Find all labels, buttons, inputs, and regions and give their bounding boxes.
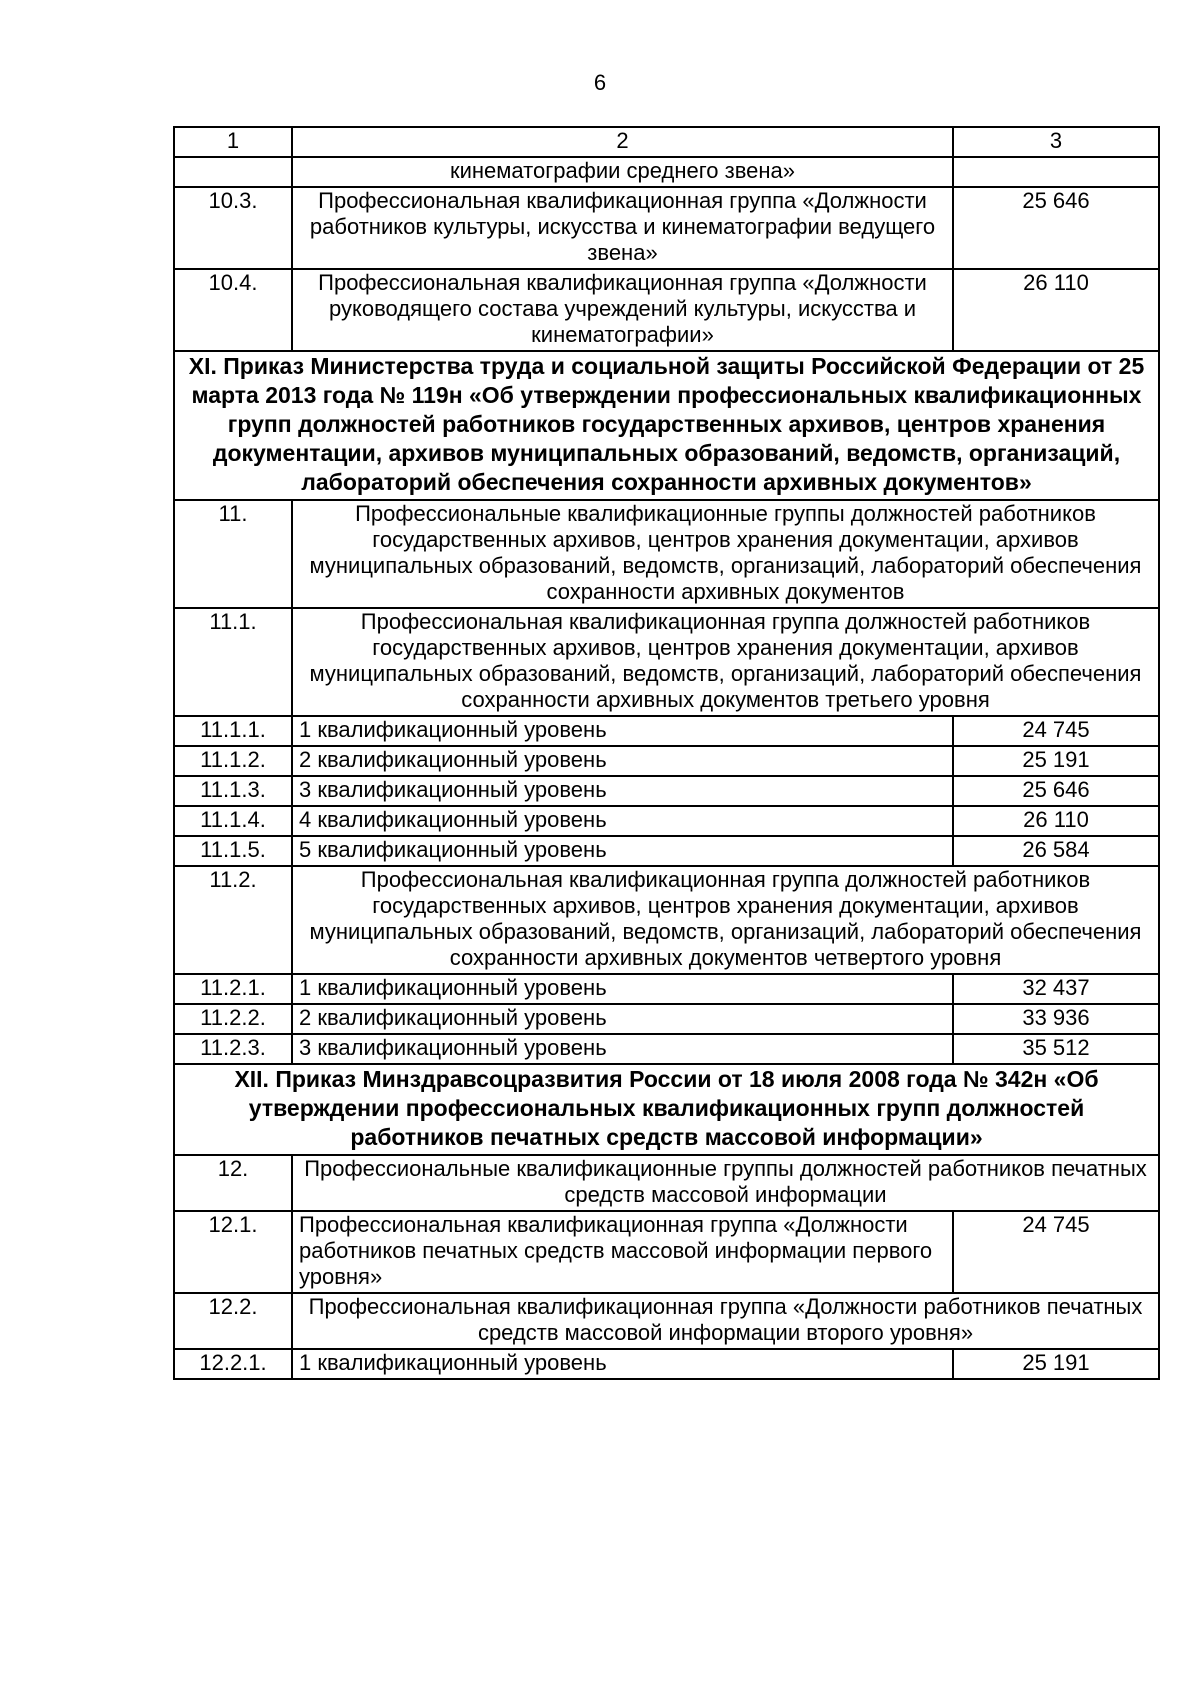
section-heading-row bbox=[174, 1064, 1159, 1155]
row-description: 2 квалификационный уровень bbox=[292, 1004, 953, 1034]
row-description: Профессиональные квалификационные группы должностей работников государственных архивов, центров хранения документации, архивов муниципальных образований, ведомств, организаций, лабораторий обеспечения сохранности архивных документов bbox=[292, 500, 1159, 608]
row-salary-value: 25 191 bbox=[953, 746, 1159, 776]
row-number: 11.1.4. bbox=[174, 806, 292, 836]
row-salary-value: 26 110 bbox=[953, 269, 1159, 351]
row-description: 1 квалификационный уровень bbox=[292, 974, 953, 1004]
row-number: 11.1.5. bbox=[174, 836, 292, 866]
table-row bbox=[174, 746, 1159, 776]
row-description: 2 квалификационный уровень bbox=[292, 746, 953, 776]
row-number: 12.1. bbox=[174, 1211, 292, 1293]
row-description: Профессиональная квалификационная группа «Должности работников печатных средств массовой информации первого уровня» bbox=[292, 1211, 953, 1293]
section-heading-row bbox=[174, 351, 1159, 500]
group-row bbox=[174, 500, 1159, 608]
column-header-2: 2 bbox=[292, 127, 953, 157]
row-salary-value: 26 110 bbox=[953, 806, 1159, 836]
row-description: 3 квалификационный уровень bbox=[292, 776, 953, 806]
header-row bbox=[174, 127, 1159, 157]
section-heading: XII. Приказ Минздравсоцразвития России от 18 июля 2008 года № 342н «Об утверждении профессиональных квалификационных групп должностей работников печатных средств массовой информации» bbox=[174, 1064, 1159, 1155]
salary-table bbox=[173, 126, 1160, 1380]
row-number: 12. bbox=[174, 1155, 292, 1211]
row-salary-value bbox=[953, 157, 1159, 187]
table-row bbox=[174, 836, 1159, 866]
row-salary-value: 24 745 bbox=[953, 1211, 1159, 1293]
row-description: кинематографии среднего звена» bbox=[292, 157, 953, 187]
row-description: 5 квалификационный уровень bbox=[292, 836, 953, 866]
table-row bbox=[174, 806, 1159, 836]
row-number: 11.1.3. bbox=[174, 776, 292, 806]
table-row bbox=[174, 157, 1159, 187]
table-body bbox=[174, 127, 1159, 1379]
row-description: Профессиональная квалификационная группа «Должности руководящего состава учреждений культуры, искусства и кинематографии» bbox=[292, 269, 953, 351]
row-salary-value: 32 437 bbox=[953, 974, 1159, 1004]
row-description: Профессиональные квалификационные группы должностей работников печатных средств массовой информации bbox=[292, 1155, 1159, 1211]
row-number: 12.2. bbox=[174, 1293, 292, 1349]
row-number: 11.2.1. bbox=[174, 974, 292, 1004]
row-description: Профессиональная квалификационная группа должностей работников государственных архивов, центров хранения документации, архивов муниципальных образований, ведомств, организаций, лабораторий обеспечения сохранности архивных документов третьего уровня bbox=[292, 608, 1159, 716]
row-description: 1 квалификационный уровень bbox=[292, 716, 953, 746]
row-number: 11.1. bbox=[174, 608, 292, 716]
column-header-1: 1 bbox=[174, 127, 292, 157]
row-description: 1 квалификационный уровень bbox=[292, 1349, 953, 1379]
row-number bbox=[174, 157, 292, 187]
group-row bbox=[174, 1293, 1159, 1349]
table-row bbox=[174, 187, 1159, 269]
row-salary-value: 33 936 bbox=[953, 1004, 1159, 1034]
row-number: 10.4. bbox=[174, 269, 292, 351]
table-row bbox=[174, 1004, 1159, 1034]
page-number: 6 bbox=[593, 70, 607, 95]
row-number: 11.1.1. bbox=[174, 716, 292, 746]
row-number: 11.1.2. bbox=[174, 746, 292, 776]
table-row bbox=[174, 974, 1159, 1004]
row-number: 11.2.2. bbox=[174, 1004, 292, 1034]
section-heading: XI. Приказ Министерства труда и социальной защиты Российской Федерации от 25 марта 2013 года № 119н «Об утверждении профессиональных квалификационных групп должностей работников государственных архивов, центров хранения документации, архивов муниципальных образований, ведомств, организаций, лабораторий обеспечения сохранности архивных документов» bbox=[174, 351, 1159, 500]
row-number: 11.2.3. bbox=[174, 1034, 292, 1064]
row-salary-value: 26 584 bbox=[953, 836, 1159, 866]
row-salary-value: 25 191 bbox=[953, 1349, 1159, 1379]
row-salary-value: 24 745 bbox=[953, 716, 1159, 746]
table-row bbox=[174, 1211, 1159, 1293]
table-row bbox=[174, 1034, 1159, 1064]
row-number: 11. bbox=[174, 500, 292, 608]
row-number: 12.2.1. bbox=[174, 1349, 292, 1379]
table-row bbox=[174, 269, 1159, 351]
group-row bbox=[174, 608, 1159, 716]
row-description: Профессиональная квалификационная группа «Должности работников печатных средств массовой информации второго уровня» bbox=[292, 1293, 1159, 1349]
row-number: 10.3. bbox=[174, 187, 292, 269]
row-description: 3 квалификационный уровень bbox=[292, 1034, 953, 1064]
row-description: 4 квалификационный уровень bbox=[292, 806, 953, 836]
row-salary-value: 25 646 bbox=[953, 776, 1159, 806]
row-description: Профессиональная квалификационная группа должностей работников государственных архивов, центров хранения документации, архивов муниципальных образований, ведомств, организаций, лабораторий обеспечения сохранности архивных документов четвертого уровня bbox=[292, 866, 1159, 974]
row-description: Профессиональная квалификационная группа «Должности работников культуры, искусства и кинематографии ведущего звена» bbox=[292, 187, 953, 269]
table-row bbox=[174, 776, 1159, 806]
column-header-3: 3 bbox=[953, 127, 1159, 157]
row-salary-value: 35 512 bbox=[953, 1034, 1159, 1064]
row-salary-value: 25 646 bbox=[953, 187, 1159, 269]
group-row bbox=[174, 1155, 1159, 1211]
row-number: 11.2. bbox=[174, 866, 292, 974]
table-row bbox=[174, 1349, 1159, 1379]
table-row bbox=[174, 716, 1159, 746]
group-row bbox=[174, 866, 1159, 974]
